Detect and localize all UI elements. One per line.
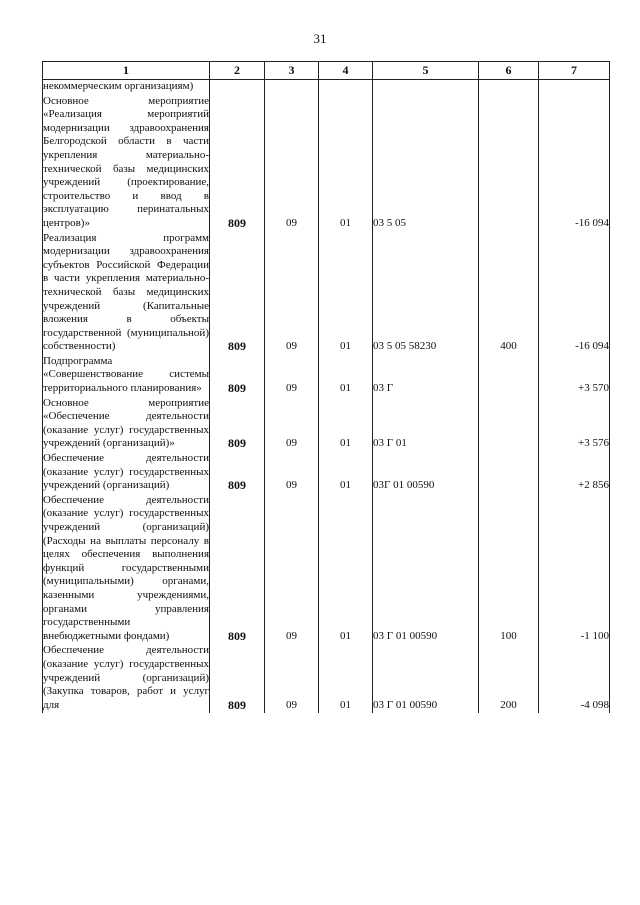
table-header-row [43, 62, 610, 80]
row-section: 09 [265, 95, 319, 232]
table-row [43, 95, 610, 232]
row-subsection: 01 [319, 644, 373, 713]
row-amount: +3 570 [539, 355, 610, 397]
column-header-section: 3 [265, 62, 319, 80]
table-row [43, 452, 610, 494]
row-target-code: 03Г 01 00590 [373, 452, 479, 494]
row-target-code: 03 Г 01 [373, 397, 479, 452]
row-subsection: 01 [319, 397, 373, 452]
row-admin-code: 809 [210, 355, 265, 397]
row-admin-code: 809 [210, 494, 265, 645]
row-amount: -1 100 [539, 494, 610, 645]
row-subsection: 01 [319, 494, 373, 645]
table-row [43, 80, 610, 95]
row-expense-type [479, 452, 539, 494]
row-expense-type [479, 95, 539, 232]
column-header-amount: 7 [539, 62, 610, 80]
row-section: 09 [265, 355, 319, 397]
row-section: 09 [265, 644, 319, 713]
row-subsection: 01 [319, 355, 373, 397]
column-header-target: 5 [373, 62, 479, 80]
row-target-code: 03 5 05 [373, 95, 479, 232]
row-admin-code: 809 [210, 232, 265, 355]
row-amount: -16 094 [539, 232, 610, 355]
row-description: Основное мероприятие «Реализация мероприятий модернизации здравоохранения Белгородской области в части укрепления материально-технической базы медицинских учреждений (проектирование, строительство и ввод в эксплуатацию перинатальных центров)» [43, 95, 210, 232]
row-section: 09 [265, 397, 319, 452]
row-target-code [373, 80, 479, 95]
row-section: 09 [265, 452, 319, 494]
column-header-subsection: 4 [319, 62, 373, 80]
column-header-admin: 2 [210, 62, 265, 80]
row-amount: +3 576 [539, 397, 610, 452]
row-expense-type [479, 397, 539, 452]
row-amount: -4 098 [539, 644, 610, 713]
row-section [265, 80, 319, 95]
table-row [43, 494, 610, 645]
row-subsection: 01 [319, 95, 373, 232]
row-description: Обеспечение деятельности (оказание услуг) государственных учреждений (организаций) (Расходы на выплаты персоналу в целях обеспечения выполнения функций государственными (муниципальными) органами, казенными учреждениями, органами управления государственными внебюджетными фондами) [43, 494, 210, 645]
row-description: Обеспечение деятельности (оказание услуг) государственных учреждений (организаций) (Закупка товаров, работ и услуг для [43, 644, 210, 713]
table-row [43, 232, 610, 355]
row-target-code: 03 Г [373, 355, 479, 397]
row-description: Реализация программ модернизации здравоохранения субъектов Российской Федерации в части укрепления материально-технической базы медицинских учреждений (Капитальные вложения в объекты государственной (муниципальной) собственности) [43, 232, 210, 355]
row-subsection: 01 [319, 232, 373, 355]
row-target-code: 03 5 05 58230 [373, 232, 479, 355]
page-number: 31 [313, 31, 327, 46]
row-subsection: 01 [319, 452, 373, 494]
row-expense-type: 400 [479, 232, 539, 355]
row-amount: +2 856 [539, 452, 610, 494]
column-header-description: 1 [43, 62, 210, 80]
row-section: 09 [265, 494, 319, 645]
row-admin-code [210, 80, 265, 95]
budget-table [42, 61, 610, 713]
table-row [43, 355, 610, 397]
row-admin-code: 809 [210, 452, 265, 494]
row-description: некоммерческим организациям) [43, 80, 210, 95]
row-expense-type: 200 [479, 644, 539, 713]
row-expense-type: 100 [479, 494, 539, 645]
row-section: 09 [265, 232, 319, 355]
row-target-code: 03 Г 01 00590 [373, 494, 479, 645]
row-expense-type [479, 355, 539, 397]
row-amount: -16 094 [539, 95, 610, 232]
row-description: Обеспечение деятельности (оказание услуг) государственных учреждений (организаций) [43, 452, 210, 494]
row-admin-code: 809 [210, 644, 265, 713]
row-description: Основное мероприятие «Обеспечение деятельности (оказание услуг) государственных учреждений (организаций)» [43, 397, 210, 452]
column-header-type: 6 [479, 62, 539, 80]
row-expense-type [479, 80, 539, 95]
row-subsection [319, 80, 373, 95]
row-amount [539, 80, 610, 95]
table-row [43, 397, 610, 452]
table-row [43, 644, 610, 713]
row-description: Подпрограмма «Совершенствование системы территориального планирования» [43, 355, 210, 397]
row-admin-code: 809 [210, 397, 265, 452]
row-target-code: 03 Г 01 00590 [373, 644, 479, 713]
row-admin-code: 809 [210, 95, 265, 232]
